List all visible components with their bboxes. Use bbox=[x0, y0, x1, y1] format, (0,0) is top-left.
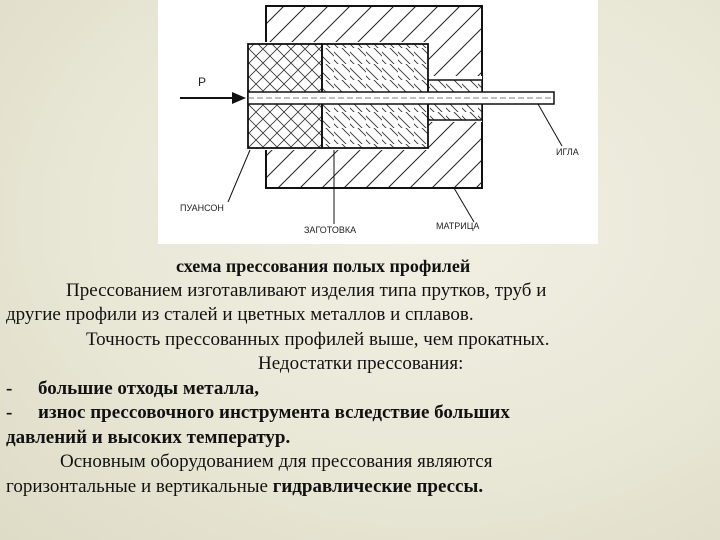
needle-label: ИГЛА bbox=[556, 147, 579, 157]
needle bbox=[248, 92, 554, 104]
paragraph-2: Точность прессованных профилей выше, чем прокатных. bbox=[86, 328, 550, 350]
billet-label: ЗАГОТОВКА bbox=[304, 225, 357, 235]
slide-text bbox=[6, 254, 716, 499]
bullet-1-text: большие отходы металла, bbox=[38, 377, 260, 399]
paragraph-1-line-2: другие профили из сталей и цветных металлов и сплавов. bbox=[6, 304, 474, 325]
punch-label: ПУАНСОН bbox=[180, 203, 224, 213]
bullet-item-2 bbox=[6, 401, 716, 426]
force-arrow bbox=[180, 92, 246, 104]
bullet-2-text-line-2: давлений и высоких температур. bbox=[6, 426, 291, 448]
paragraph-4-line-1: Основным оборудованием для прессования являются bbox=[60, 451, 493, 472]
bullet-item-1 bbox=[6, 377, 716, 402]
bullet-2-text-line-1: износ прессовочного инструмента вследствие больших bbox=[38, 402, 510, 423]
bullet-marker: - bbox=[6, 377, 13, 399]
force-label: P bbox=[198, 75, 207, 89]
drawbacks-heading: Недостатки прессования: bbox=[258, 353, 464, 374]
bullet-marker: - bbox=[6, 402, 13, 423]
pressing-diagram bbox=[158, 0, 598, 244]
die-label: МАТРИЦА bbox=[436, 221, 480, 231]
hydraulic-presses-term: гидравлические прессы. bbox=[272, 475, 484, 497]
figure-caption: схема прессования полых профилей bbox=[176, 256, 471, 276]
paragraph-4-line-2 bbox=[6, 475, 716, 500]
paragraph-4-plain: горизонтальные и вертикальные bbox=[6, 475, 273, 497]
paragraph-1-line-1: Прессованием изготавливают изделия типа прутков, труб и bbox=[66, 279, 547, 301]
pressing-schematic bbox=[158, 0, 598, 244]
